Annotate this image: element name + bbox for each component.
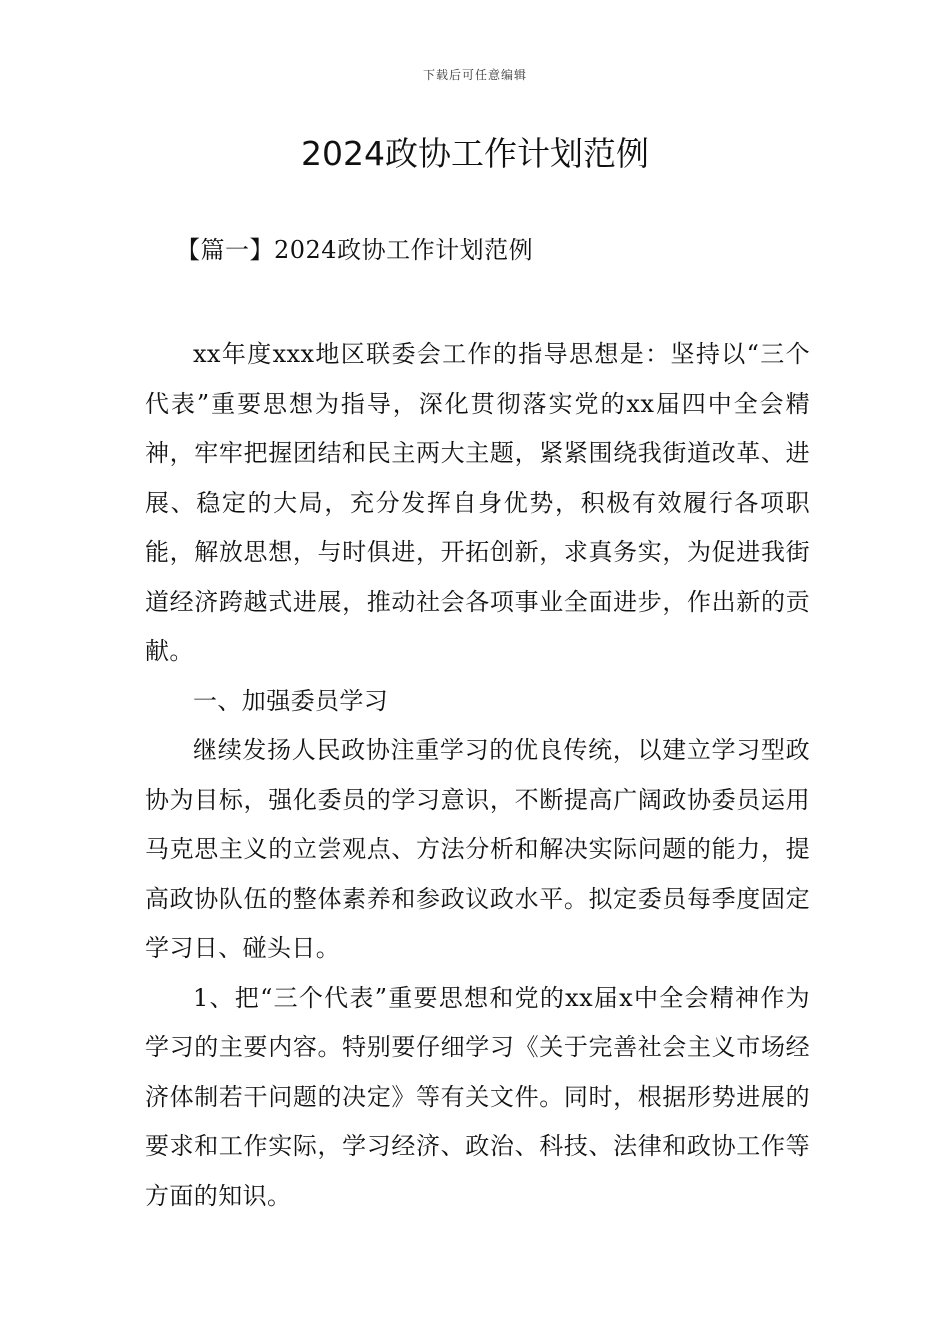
header-note: 下载后可任意编辑 [422,68,527,82]
section-heading: 【篇一】2024政协工作计划范例 [176,236,534,264]
document-body [145,330,810,1221]
paragraph-heading-study: 一、加强委员学习 [193,686,389,715]
document-title: 2024政协工作计划范例 [301,134,649,173]
paragraph-study-content: 1、把“三个代表”重要思想和党的xx届x中全会精神作为学习的主要内容。特别要仔细学习《关于完善社会主义市场经济体制若干问题的决定》等有关文件。同时，根据形势进展的要求和工作实际，学习经济、政治、科技、法律和政协工作等方面的知识。 [145,983,810,1210]
paragraph-study-tradition: 继续发扬人民政协注重学习的优良传统，以建立学习型政协为目标，强化委员的学习意识，不断提高广阔政协委员运用马克思主义的立尝观点、方法分析和解决实际问题的能力，提高政协队伍的整体素养和参政议政水平。拟定委员每季度固定学习日、碰头日。 [145,736,810,962]
paragraph-guiding-thought: xx年度xxx地区联委会工作的指导思想是：坚持以“三个代表”重要思想为指导，深化贯彻落实党的xx届四中全会精神，牢牢把握团结和民主两大主题，紧紧围绕我街道改革、进展、稳定的大局，充分发挥自身优势，积极有效履行各项职能，解放思想，与时俱进，开拓创新，求真务实，为促进我街道经济跨越式进展，推动社会各项事业全面进步，作出新的贡献。 [145,340,810,665]
